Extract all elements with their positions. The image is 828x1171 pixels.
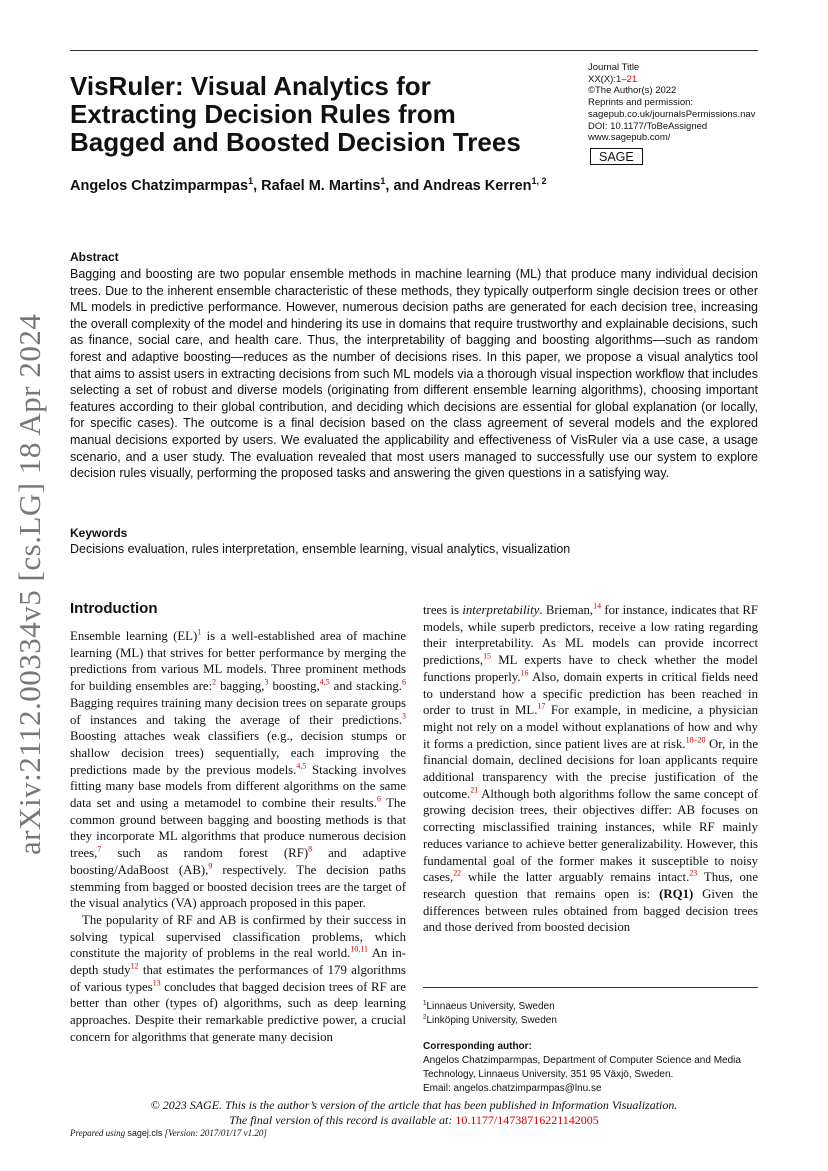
paragraph: Ensemble learning (EL)$^1$ is a well-established area of machine learning (ML) that strives for better performance by merging the predictions from various ML models. Three prominent methods for building ensembles are:$^2$ bagging,$^3$ boosting,$^{4,5}$ and stacking.$^6$ Bagging requires training many decision trees on separate groups of instances and taking the average of their predictions.$^3$ Boosting attaches weak classifiers (e.g., decision stumps or shallow decision trees) sequentially, each improving the predictions made by the previous models.$^{4,5}$ Stacking involves fitting many base models from different algorithms on the same data set and using a metamodel to combine their results.$^6$ The common ground between bagging and boosting methods is that they incorporate ML algorithms that produce numerous decision trees,$^7$ such as random forest (RF)$^8$ and adaptive boosting/AdaBoost (AB),$^9$ respectively. The decision paths stemming from bagged or boosted decision trees are the target of the visual analytics (VA) approach proposed in this paper.	[70, 627, 407, 911]
citation-ref[interactable]: 3	[264, 677, 269, 687]
section-heading-introduction: Introduction	[70, 600, 158, 617]
journal-reprints: Reprints and permission:	[588, 97, 694, 109]
citation-ref[interactable]: 4,5	[319, 677, 330, 687]
citation-ref[interactable]: 4,5	[296, 761, 307, 771]
citation-ref[interactable]: 12	[130, 961, 139, 971]
keywords-text: Decisions evaluation, rules interpretation, ensemble learning, visual analytics, visualization	[70, 542, 571, 556]
citation-ref[interactable]: 17	[537, 701, 546, 711]
citation-ref[interactable]: 13	[152, 978, 161, 988]
keywords-heading: Keywords	[70, 526, 128, 540]
paragraph: The popularity of RF and AB is confirmed by their success in solving typical supervised classification problems, which constitute the majority of problems in the real world.$^{10,11}$ An in-depth study$^{12}$ that estimates the performances of 179 algorithms of various types$^{13}$ concludes that bagged decision trees of RF are better than other (types of) algorithms, such as deep learning approaches. Despite their remarkable predictive power, a crucial concern for algorithms that generate many decision	[70, 912, 406, 1044]
citation-ref[interactable]: 14	[593, 601, 602, 611]
citation-ref[interactable]: 8	[308, 844, 313, 854]
journal-info	[588, 62, 788, 144]
citation-ref[interactable]: 6	[402, 677, 406, 687]
author-name: Andreas Kerren	[422, 178, 532, 194]
research-question-label: (RQ1)	[659, 886, 694, 901]
citation-ref[interactable]: 23	[689, 868, 698, 878]
copyright-footer	[0, 1098, 828, 1128]
paper-title: VisRuler: Visual Analytics for Extracting Decision Rules from Bagged and Boosted Decision Trees	[70, 71, 521, 157]
journal-volume: XX(X):1–21	[588, 73, 638, 85]
arxiv-side-identifier: arXiv:2112.00334v5 [cs.LG] 18 Apr 2024	[12, 313, 47, 855]
corresponding-author-email[interactable]: Email: angelos.chatzimparmpas@lnu.se	[423, 1083, 602, 1094]
citation-ref[interactable]: 15	[483, 651, 491, 661]
author-affiliation-mark: 1, 2	[531, 176, 547, 187]
footer-line-2: The final version of this record is available at: 10.1177/14738716221142005	[229, 1113, 599, 1127]
affiliation-footnotes	[423, 1000, 557, 1028]
body-column-right	[423, 602, 758, 936]
emphasis-text: interpretability	[462, 603, 540, 617]
abstract-heading: Abstract	[70, 250, 119, 264]
journal-site: www.sagepub.com/	[588, 132, 671, 144]
affiliation-1: $^1$Linnaeus University, Sweden	[423, 999, 555, 1012]
author-list: Angelos Chatzimparmpas$^1$, Rafael M. Martins$^1$, and Andreas Kerren$^{1, 2}$	[70, 176, 547, 194]
affiliation-2: $^2$Linköping University, Sweden	[423, 1013, 557, 1026]
journal-doi: DOI: 10.1177/ToBeAssigned	[588, 120, 708, 132]
doi-link[interactable]: 10.1177/14738716221142005	[455, 1113, 599, 1127]
author-affiliation-mark: 1	[380, 176, 386, 187]
citation-ref[interactable]: 10,11	[350, 945, 368, 955]
paragraph: trees is interpretability. Brieman,$^{14}$ for instance, indicates that RF models, while superb predictors, receive a low rating regarding their interpretability. As ML models can provide incorrect predictions,$^{15}$ ML experts have to check whether the model functions properly.$^{16}$ Also, domain experts in critical fields need to understand how a specific prediction has been reached in order to trust in ML.$^{17}$ For example, in medicine, a physician might not rely on a model without explanations of how and why it forms a prediction, since patient lives are at risk.$^{18-20}$ Or, in the financial domain, declined decisions for loan applicants require additional transparency with the precise justification of the outcome.$^{21}$ Although both algorithms follow the same concept of growing decision trees, their objectives differ: AB focuses on correcting misclassified training instances, while RF mainly reduces variance to achieve better generalizability. However, this fundamental goal of the former makes it susceptible to noisy cases,$^{22}$ while the latter arguably remains intact.$^{23}$ Thus, one research question that remains open is: (RQ1) Given the differences between rules obtained from bagged decision trees and those derived from boosted decision	[423, 601, 759, 935]
journal-reprints-url: sagepub.co.uk/journalsPermissions.nav	[588, 108, 756, 120]
citation-ref[interactable]: 18–20	[685, 735, 706, 745]
abstract-text: Bagging and boosting are two popular ensemble methods in machine learning (ML) that produce many individual decision trees. Due to the inherent ensemble characteristic of these methods, they typically outperform single decision trees or other ML models in predictive performance. However, numerous decision paths are generated for each decision tree, increasing the overall complexity of the model and hindering its use in domains that require trustworthy and explainable decisions, such as finance, social care, and health care. Thus, the interpretability of bagging and boosting algorithms—such as random forest and adaptive boosting—reduces as the number of decisions rises. In this paper, we propose a visual analytics tool that aims to assist users in extracting decisions from such ML models via a thorough visual inspection workflow that includes selecting a set of robust and diverse models (originating from different ensemble learning algorithms), choosing important features according to their global contribution, and deciding which decisions are essential for global explanation (or locally, for specific cases). The outcome is a final decision based on the class agreement of several models and the explored manual decisions exported by users. We evaluated the applicability and effectiveness of VisRuler via a use case, a usage scenario, and a user study. The evaluation revealed that most users managed to successfully use our system to explore decision rules visually, performing the proposed tasks and answering the given questions in a satisfying way.	[70, 267, 758, 481]
footer-line-1: © 2023 SAGE. This is the author’s version of the article that has been published in Information Visualization.	[150, 1098, 678, 1112]
citation-ref[interactable]: 16	[520, 668, 529, 678]
pages-link[interactable]: 21	[626, 73, 638, 85]
citation-ref[interactable]: 9	[208, 861, 213, 871]
class-file-name: sagej.cls	[127, 1128, 163, 1138]
journal-name: Journal Title	[588, 62, 640, 73]
top-rule	[70, 50, 758, 51]
footnote-rule	[423, 987, 758, 988]
author-name: Rafael M. Martins	[261, 178, 381, 194]
sage-logo-badge: SAGE	[590, 148, 643, 165]
corresponding-author-heading: Corresponding author:	[423, 1041, 532, 1052]
citation-ref[interactable]: 22	[453, 868, 462, 878]
citation-ref[interactable]: 21	[470, 785, 479, 795]
body-column-left	[70, 628, 406, 1046]
citation-ref[interactable]: 7	[97, 844, 102, 854]
prepared-using-note: Prepared using sagej.cls [Version: 2017/01/17 v1.20]	[70, 1128, 267, 1138]
journal-copyright: ©The Author(s) 2022	[588, 85, 677, 97]
author-name: Angelos Chatzimparmpas	[70, 178, 249, 194]
citation-ref[interactable]: 2	[212, 677, 217, 687]
citation-ref[interactable]: 1	[197, 627, 202, 637]
corresponding-author-text: Angelos Chatzimparmpas, Department of Computer Science and Media Technology, Linnaeus University, 351 95 Växjö, Sweden.	[423, 1055, 741, 1080]
citation-ref[interactable]: 3	[402, 711, 406, 721]
citation-ref[interactable]: 6	[376, 794, 381, 804]
author-affiliation-mark: 1	[248, 176, 254, 187]
